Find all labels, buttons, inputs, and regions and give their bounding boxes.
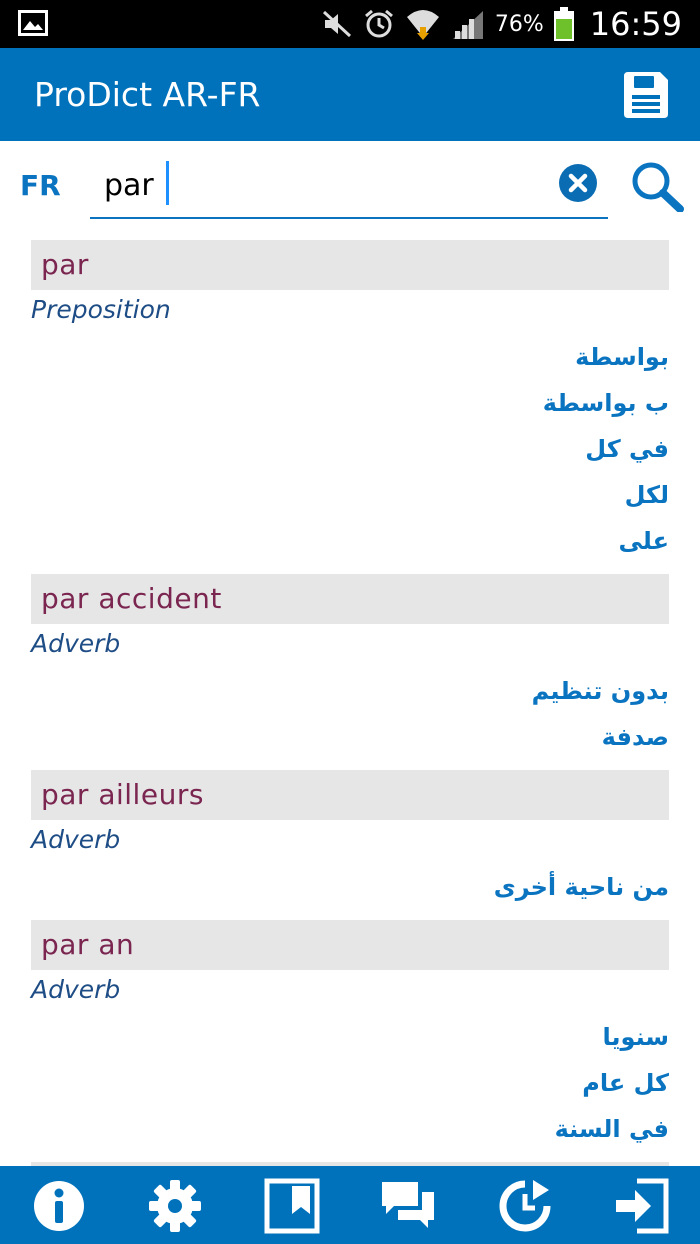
- entry[interactable]: [0, 574, 700, 760]
- battery-icon: [554, 7, 574, 41]
- entry-headword[interactable]: par accident: [31, 574, 669, 624]
- gallery-notification-icon: [18, 10, 48, 36]
- translation[interactable]: من ناحية أخرى: [493, 873, 669, 901]
- save-icon[interactable]: [622, 70, 670, 120]
- gear-icon[interactable]: [147, 1178, 203, 1234]
- bookmark-icon[interactable]: [264, 1178, 320, 1234]
- wifi-icon: [405, 7, 441, 41]
- translation[interactable]: بواسطة: [575, 343, 669, 371]
- entry-headword[interactable]: par an: [31, 920, 669, 970]
- translation[interactable]: صدفة: [601, 723, 669, 751]
- battery-percent: 76%: [494, 11, 544, 37]
- history-icon[interactable]: [497, 1178, 553, 1234]
- signal-icon: [451, 9, 485, 39]
- alarm-icon: [363, 8, 395, 40]
- language-toggle-button[interactable]: FR: [20, 169, 61, 202]
- entry-pos: Adverb: [31, 975, 121, 1004]
- translation[interactable]: في السنة: [554, 1115, 669, 1143]
- translation[interactable]: ب بواسطة: [542, 389, 669, 417]
- translation[interactable]: في كل: [585, 435, 669, 463]
- search-field: [90, 155, 608, 219]
- results-list[interactable]: [0, 240, 700, 1166]
- search-input[interactable]: [104, 163, 544, 207]
- translation[interactable]: بدون تنظيم: [531, 677, 669, 705]
- bottom-toolbar: [0, 1166, 700, 1244]
- exit-icon[interactable]: [613, 1178, 669, 1234]
- entry-pos: Adverb: [31, 629, 121, 658]
- text-caret: [166, 161, 169, 205]
- app-bar: [0, 48, 700, 141]
- entry-headword[interactable]: par: [31, 240, 669, 290]
- status-bar: [0, 0, 700, 48]
- entry[interactable]: [0, 240, 700, 564]
- entry-headword[interactable]: par ailleurs: [31, 770, 669, 820]
- mute-icon: [321, 9, 353, 39]
- entry[interactable]: [0, 770, 700, 910]
- search-icon[interactable]: [630, 160, 684, 212]
- translation[interactable]: كل عام: [582, 1069, 669, 1097]
- clock: 16:59: [589, 5, 682, 43]
- clear-icon[interactable]: [558, 163, 598, 203]
- entry-pos: Adverb: [31, 825, 121, 854]
- app-title: ProDict AR-FR: [34, 75, 261, 114]
- entry-pos: Preposition: [31, 295, 171, 324]
- chat-icon[interactable]: [380, 1178, 436, 1234]
- translation[interactable]: على: [618, 527, 669, 555]
- info-icon[interactable]: [31, 1178, 87, 1234]
- translation[interactable]: لكل: [624, 481, 669, 509]
- translation[interactable]: سنويا: [602, 1023, 669, 1051]
- entry[interactable]: [0, 920, 700, 1152]
